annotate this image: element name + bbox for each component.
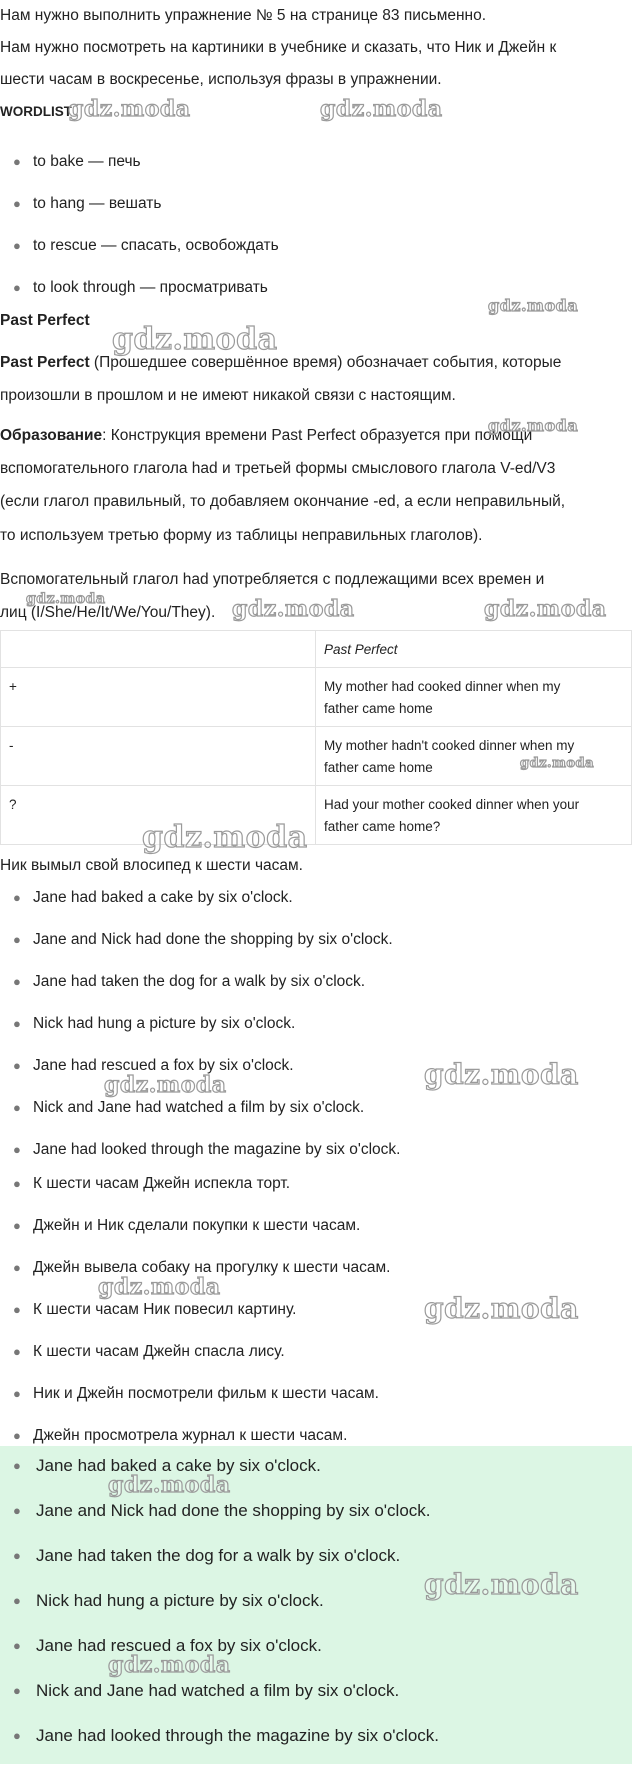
bullet-icon: ●: [13, 1683, 21, 1698]
bullet-icon: ●: [13, 1593, 21, 1608]
bullet-icon: ●: [13, 1142, 21, 1157]
watermark: gdz.moda: [98, 1274, 221, 1300]
bullet-icon: ●: [13, 1344, 21, 1359]
bullet-icon: ●: [13, 1728, 21, 1743]
watermark: gdz.moda: [68, 96, 191, 122]
bullet-icon: ●: [13, 1218, 21, 1233]
bullet-icon: ●: [13, 1503, 21, 1518]
watermark: gdz.moda: [108, 1472, 231, 1498]
table-sign-cell: +: [1, 668, 316, 727]
bullet-icon: ●: [13, 1176, 21, 1191]
bullet-icon: ●: [13, 238, 21, 253]
bullet-icon: ●: [13, 1058, 21, 1073]
definition-line-1: Past Perfect (Прошедшее совершённое время) обозначает события, которые: [0, 354, 562, 371]
example-sentence: Ник вымыл свой влосипед к шести часам.: [0, 857, 303, 874]
watermark: gdz.moda: [488, 296, 579, 315]
formation-line-2: вспомогательного глагола had и третьей формы смыслового глагола V-ed/V3: [0, 460, 556, 477]
table-row: [1, 786, 632, 845]
table-header-row: [1, 631, 632, 668]
bullet-icon: ●: [13, 932, 21, 947]
intro-line-1: Нам нужно выполнить упражнение № 5 на странице 83 письменно.: [0, 7, 487, 24]
bullet-icon: ●: [13, 1302, 21, 1317]
watermark: gdz.moda: [520, 756, 595, 771]
watermark: gdz.moda: [108, 1652, 231, 1678]
formation-line-4: то используем третью форму из таблицы неправильных глаголов).: [0, 527, 483, 544]
watermark: gdz.moda: [424, 1292, 579, 1325]
watermark: gdz.moda: [424, 1058, 579, 1091]
bullet-icon: ●: [13, 1638, 21, 1653]
watermark: gdz.moda: [26, 591, 106, 607]
watermark: gdz.moda: [142, 820, 308, 855]
bullet-icon: ●: [13, 1428, 21, 1443]
exercise-page: Нам нужно выполнить упражнение № 5 на странице 83 письменно. Нам нужно посмотреть на картиники в учебнике и сказать, что Ник и Джейн к шести часам в воскресенье, используя фразы в упражнении. WORDLIST ● to bake — печь ● to hang — вешать ● to rescue — спасать, освобождать ● to look through — просматривать Past Perfect Past Perfect (Прошедшее совершённое время) обозначает события, которые произошли в прошлом и не имеют никакой связи с настоящим. Образование: Конструкция времени Past Perfect образуется при помощи вспомогательного глагола had и третьей формы смыслового глагола V-ed/V3 (если глагол правильный, то добавляем окончание -ed, а если неправильный, то используем третью форму из таблицы неправильных глаголов). Вспомогательный глагол had употребляется с подлежащими всех времен и лиц (I/She/He/It/We/You/They). Past Perfect + My mother had cooked dinner when my father came home - My mother hadn't cooked dinner when my father came home ? Had your mother cooked dinner when your father came home? Ник вымыл свой влосипед к шести часам. ● Jane had baked a cake by six o'clock. ● Jane and Nick had done the shopping by six o'clock. ● Jane had taken the dog for a walk by six o'clock. ● Nick had hung a picture by six o'clock. ● Jane had rescued a fox by six o'clock. ● Nick and Jane had watched a film by six o'clock. ● Jane had looked through the magazine by six o'clock. ● К шести часам Джейн испекла торт. ● Джейн и Ник сделали покупки к шести часам. ● Джейн вывела собаку на прогулку к шести часам. ● К шести часам Ник повесил картину. ● К шести часам Джейн спасла лису. ● Ник и Джейн посмотрели фильм к шести часам. ● Джейн просмотрела журнал к шести часам. ● Jane had baked a cake by six o'clock. ● Jane and Nick had done the shopping by six o'clock. ● Jane had taken the dog for a walk by six o'clock. ● Nick had hung a picture by six o'clock. ● Jane had rescued a fox by six o'clock. ● Nick and Jane had watched a film by six o'clock. ● Jane had looked through the magazine by six o'clock. gdz.moda gdz.moda gdz.moda gdz.moda gdz.moda gdz.moda gdz.moda gdz.moda gdz.moda gdz.moda gdz.moda gdz.moda gdz.moda gdz.moda gdz.moda gdz.moda gdz.moda: [0, 0, 632, 1788]
table-example-cell: My mother had cooked dinner when my father came home: [316, 668, 632, 727]
wordlist-heading: WORDLIST: [0, 104, 72, 119]
aux-line-1: Вспомогательный глагол had употребляется с подлежащими всех времен и: [0, 571, 545, 588]
table-sign-cell: ?: [1, 786, 316, 845]
table-example-cell: Had your mother cooked dinner when your father came home?: [316, 786, 632, 845]
bullet-icon: ●: [13, 890, 21, 905]
table-header-cell: Past Perfect: [316, 631, 632, 668]
bullet-icon: ●: [13, 1386, 21, 1401]
watermark: gdz.moda: [232, 596, 355, 622]
watermark: gdz.moda: [320, 96, 443, 122]
bullet-icon: ●: [13, 1100, 21, 1115]
past-perfect-table: [0, 630, 632, 845]
intro-line-2: Нам нужно посмотреть на картиники в учебнике и сказать, что Ник и Джейн к: [0, 39, 557, 56]
bullet-icon: ●: [13, 154, 21, 169]
bullet-icon: ●: [13, 280, 21, 295]
grammar-heading: Past Perfect: [0, 312, 90, 329]
watermark: gdz.moda: [488, 416, 579, 435]
watermark: gdz.moda: [112, 322, 278, 357]
bullet-icon: ●: [13, 1260, 21, 1275]
bullet-icon: ●: [13, 1458, 21, 1473]
bullet-icon: ●: [13, 196, 21, 211]
definition-line-2: произошли в прошлом и не имеют никакой связи с настоящим.: [0, 387, 456, 404]
table-cell: [1, 631, 316, 668]
watermark: gdz.moda: [104, 1072, 227, 1098]
aux-line-2: лиц (I/She/He/It/We/You/They).: [0, 604, 216, 621]
term-formation: Образование: [0, 427, 103, 444]
intro-line-3: шести часам в воскресенье, используя фразы в упражнении.: [0, 71, 442, 88]
bullet-icon: ●: [13, 974, 21, 989]
bullet-icon: ●: [13, 1548, 21, 1563]
term-past-perfect: Past Perfect: [0, 354, 90, 371]
table-sign-cell: -: [1, 727, 316, 786]
bullet-icon: ●: [13, 1016, 21, 1031]
formation-line-1: Образование: Конструкция времени Past Perfect образуется при помощи: [0, 427, 533, 444]
watermark: gdz.moda: [484, 596, 607, 622]
table-row: [1, 668, 632, 727]
watermark: gdz.moda: [424, 1568, 579, 1601]
table-example-cell: My mother hadn't cooked dinner when my father came home: [316, 727, 632, 786]
formation-line-3: (если глагол правильный, то добавляем окончание -ed, а если неправильный,: [0, 493, 566, 510]
